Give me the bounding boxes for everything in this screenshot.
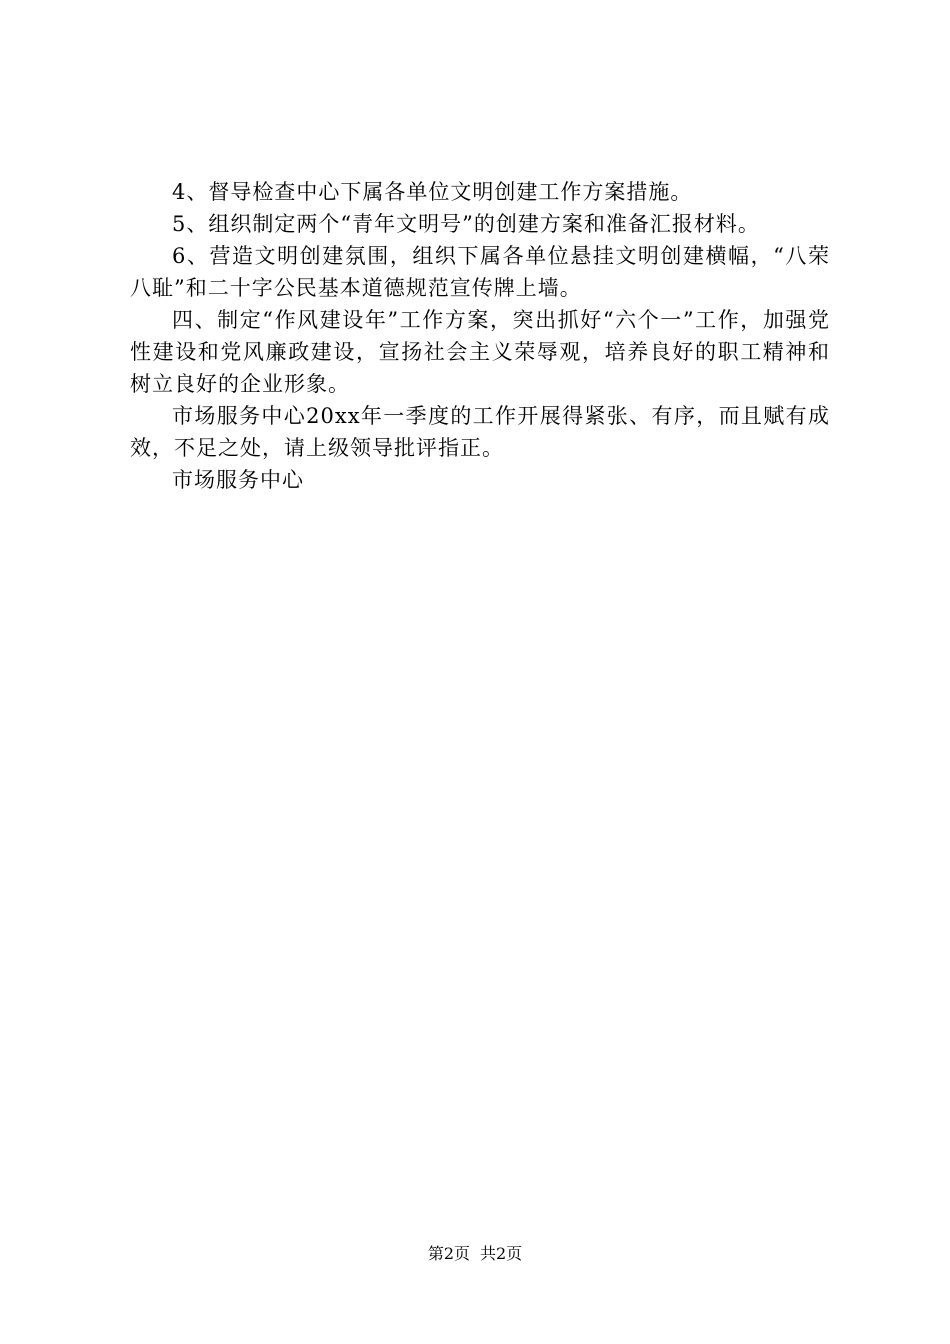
- document-body: [130, 176, 830, 496]
- paragraph-conclusion: 市场服务中心20xx年一季度的工作开展得紧张、有序，而且赋有成效，不足之处，请上级领导批评指正。: [130, 404, 830, 460]
- page-number-current: 第2页: [427, 1244, 470, 1263]
- paragraph-item-5: 5、组织制定两个“青年文明号”的创建方案和准备汇报材料。: [172, 212, 760, 236]
- page-footer: [0, 1242, 950, 1266]
- signature-line: 市场服务中心: [172, 468, 304, 492]
- page-number-total: 共2页: [480, 1244, 523, 1263]
- paragraph-item-6: 6、营造文明创建氛围，组织下属各单位悬挂文明创建横幅，“八荣八耻”和二十字公民基本道德规范宣传牌上墙。: [130, 244, 830, 300]
- paragraph-item-4: 4、督导检查中心下属各单位文明创建工作方案措施。: [172, 180, 693, 204]
- paragraph-section-four: 四、制定“作风建设年”工作方案，突出抓好“六个一”工作，加强党性建设和党风廉政建设，宣扬社会主义荣辱观，培养良好的职工精神和树立良好的企业形象。: [130, 308, 830, 396]
